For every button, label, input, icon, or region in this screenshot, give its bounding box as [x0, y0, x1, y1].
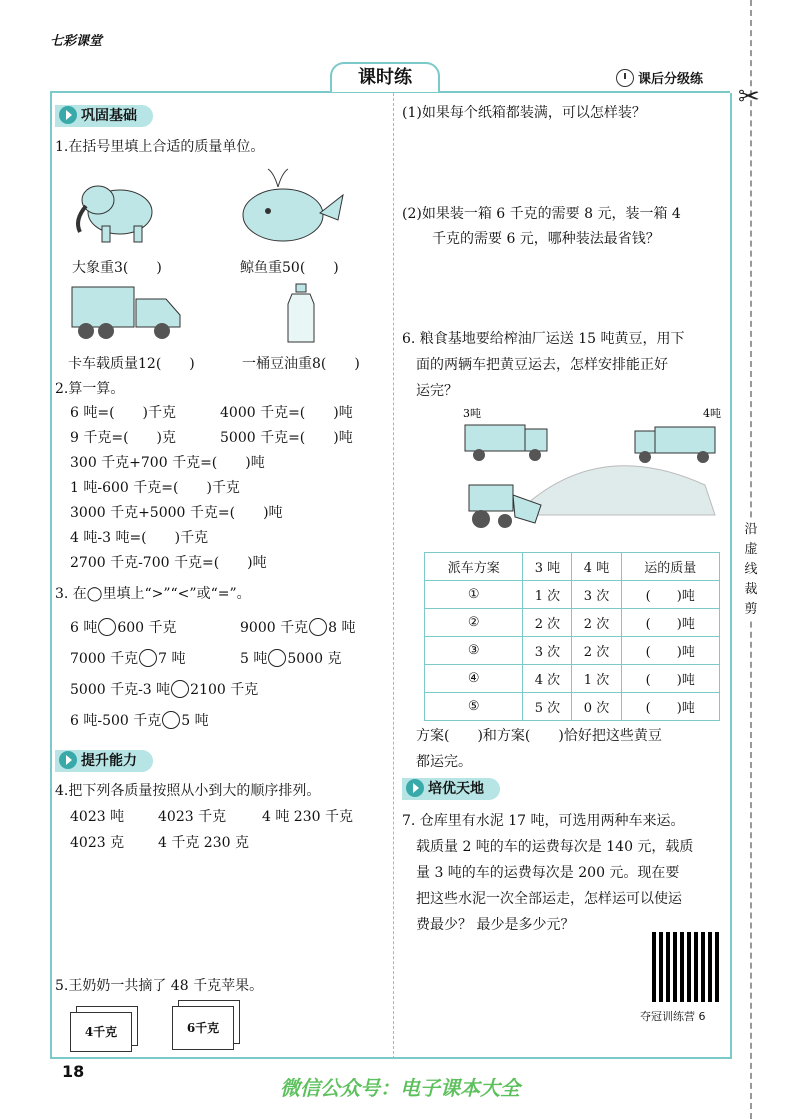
soybean-trucks-image	[455, 405, 735, 535]
box-4kg: 4千克	[70, 1012, 132, 1052]
oil-bottle-image	[286, 282, 316, 344]
q6-line2: 面的两辆车把黄豆运去，怎样安排能正好	[416, 357, 668, 373]
q6-answer1: 方案( )和方案( )恰好把这些黄豆	[416, 728, 662, 744]
page-number: 18	[62, 1062, 85, 1081]
q6-line1: 6. 粮食基地要给榨油厂运送 15 吨黄豆，用下	[402, 331, 685, 347]
q5-sub1: (1)如果每个纸箱都装满，可以怎样装？	[402, 105, 646, 121]
box-6kg: 6千克	[172, 1006, 234, 1050]
table-row: ② 2 次 2 次 ( )吨	[425, 609, 720, 637]
plan-table	[424, 552, 720, 721]
q7-line1: 7. 仓库里有水泥 17 吨，可选用两种车来运。	[402, 813, 685, 829]
truck-image	[70, 285, 182, 343]
column-divider	[393, 93, 394, 1059]
page-title: 课时练	[330, 62, 440, 92]
play-icon	[59, 751, 77, 769]
svg-text:3吨: 3吨	[463, 407, 481, 420]
play-icon	[406, 779, 424, 797]
q7-line3: 量 3 吨的车的运费每次是 200 元。现在要	[416, 865, 680, 881]
brand-logo: 七彩课堂	[50, 34, 103, 49]
q1-item-elephant: 大象重3( )	[72, 260, 162, 276]
section-advanced: 培优天地	[402, 778, 500, 800]
table-row: ④ 4 次 1 次 ( )吨	[425, 665, 720, 693]
q2-title: 2.算一算。	[55, 381, 125, 397]
footer-watermark: 微信公众号：电子课本大全	[280, 1076, 520, 1100]
scissors-icon: ✂	[738, 82, 760, 112]
q2-lines: 6 吨=( )千克 4000 千克=( )吨 9 千克=( )克 5000 千克=( )吨 300 千克+700 千克=( )吨 1 吨-600 千克=( )千克 3000 千克+5000 千克=( )吨 4 吨-3 吨=( )千克 2700 千克-700 千克=( )吨	[70, 405, 353, 571]
q7-line2: 载质量 2 吨的车的运费每次是 140 元，载质	[416, 839, 694, 855]
q3-lines: 6 吨 600 千克 9000 千克 8 吨 7000 千克 7 吨 5 吨 5000 克 5000 千克-3 吨 2100 千克 6 吨-500 千克 5 吨	[70, 620, 356, 729]
q6-answer2: 都运完。	[416, 754, 472, 770]
q5-sub2b: 千克的需要 6 元，哪种装法最省钱？	[432, 231, 660, 247]
q1-item-whale: 鲸鱼重50( )	[240, 260, 339, 276]
table-row: ③ 3 次 2 次 ( )吨	[425, 637, 720, 665]
section-improve: 提升能力	[55, 750, 153, 772]
cut-label: 沿虚线裁剪	[743, 520, 759, 620]
section-basic: 巩固基础	[55, 105, 153, 127]
alarm-clock-icon	[616, 69, 634, 87]
qr-code-icon[interactable]	[652, 932, 722, 1002]
q5-title: 5.王奶奶一共摘了 48 千克苹果。	[55, 978, 264, 994]
q1-title: 1.在括号里填上合适的质量单位。	[55, 139, 265, 155]
elephant-image	[68, 170, 158, 248]
svg-text:4吨: 4吨	[703, 407, 721, 420]
q6-line3: 运完？	[416, 383, 458, 399]
q5-sub2a: (2)如果装一箱 6 千克的需要 8 元，装一箱 4	[402, 206, 681, 222]
table-row: ① 1 次 3 次 ( )吨	[425, 581, 720, 609]
level-label: 课后分级练	[616, 68, 703, 87]
q3-title: 3. 在◯里填上“>”“<”或“=”。	[55, 586, 251, 602]
table-row: ⑤ 5 次 0 次 ( )吨	[425, 693, 720, 721]
q1-item-truck: 卡车载质量12( )	[68, 356, 195, 372]
whale-image	[238, 165, 348, 250]
qr-label: 夺冠训练营 6	[640, 1010, 706, 1023]
q7-line5: 费最少？ 最少是多少元？	[416, 917, 575, 933]
play-icon	[59, 106, 77, 124]
q4-row1: 4023 吨 4023 千克 4 吨 230 千克	[70, 809, 353, 825]
q1-item-oil: 一桶豆油重8( )	[242, 356, 360, 372]
q4-title: 4.把下列各质量按照从小到大的顺序排列。	[55, 783, 321, 799]
q7-line4: 把这些水泥一次全部运走，怎样运可以使运	[416, 891, 682, 907]
table-header-row: 派车方案 3 吨 4 吨 运的质量	[425, 553, 720, 581]
q4-row2: 4023 克 4 千克 230 克	[70, 835, 249, 851]
